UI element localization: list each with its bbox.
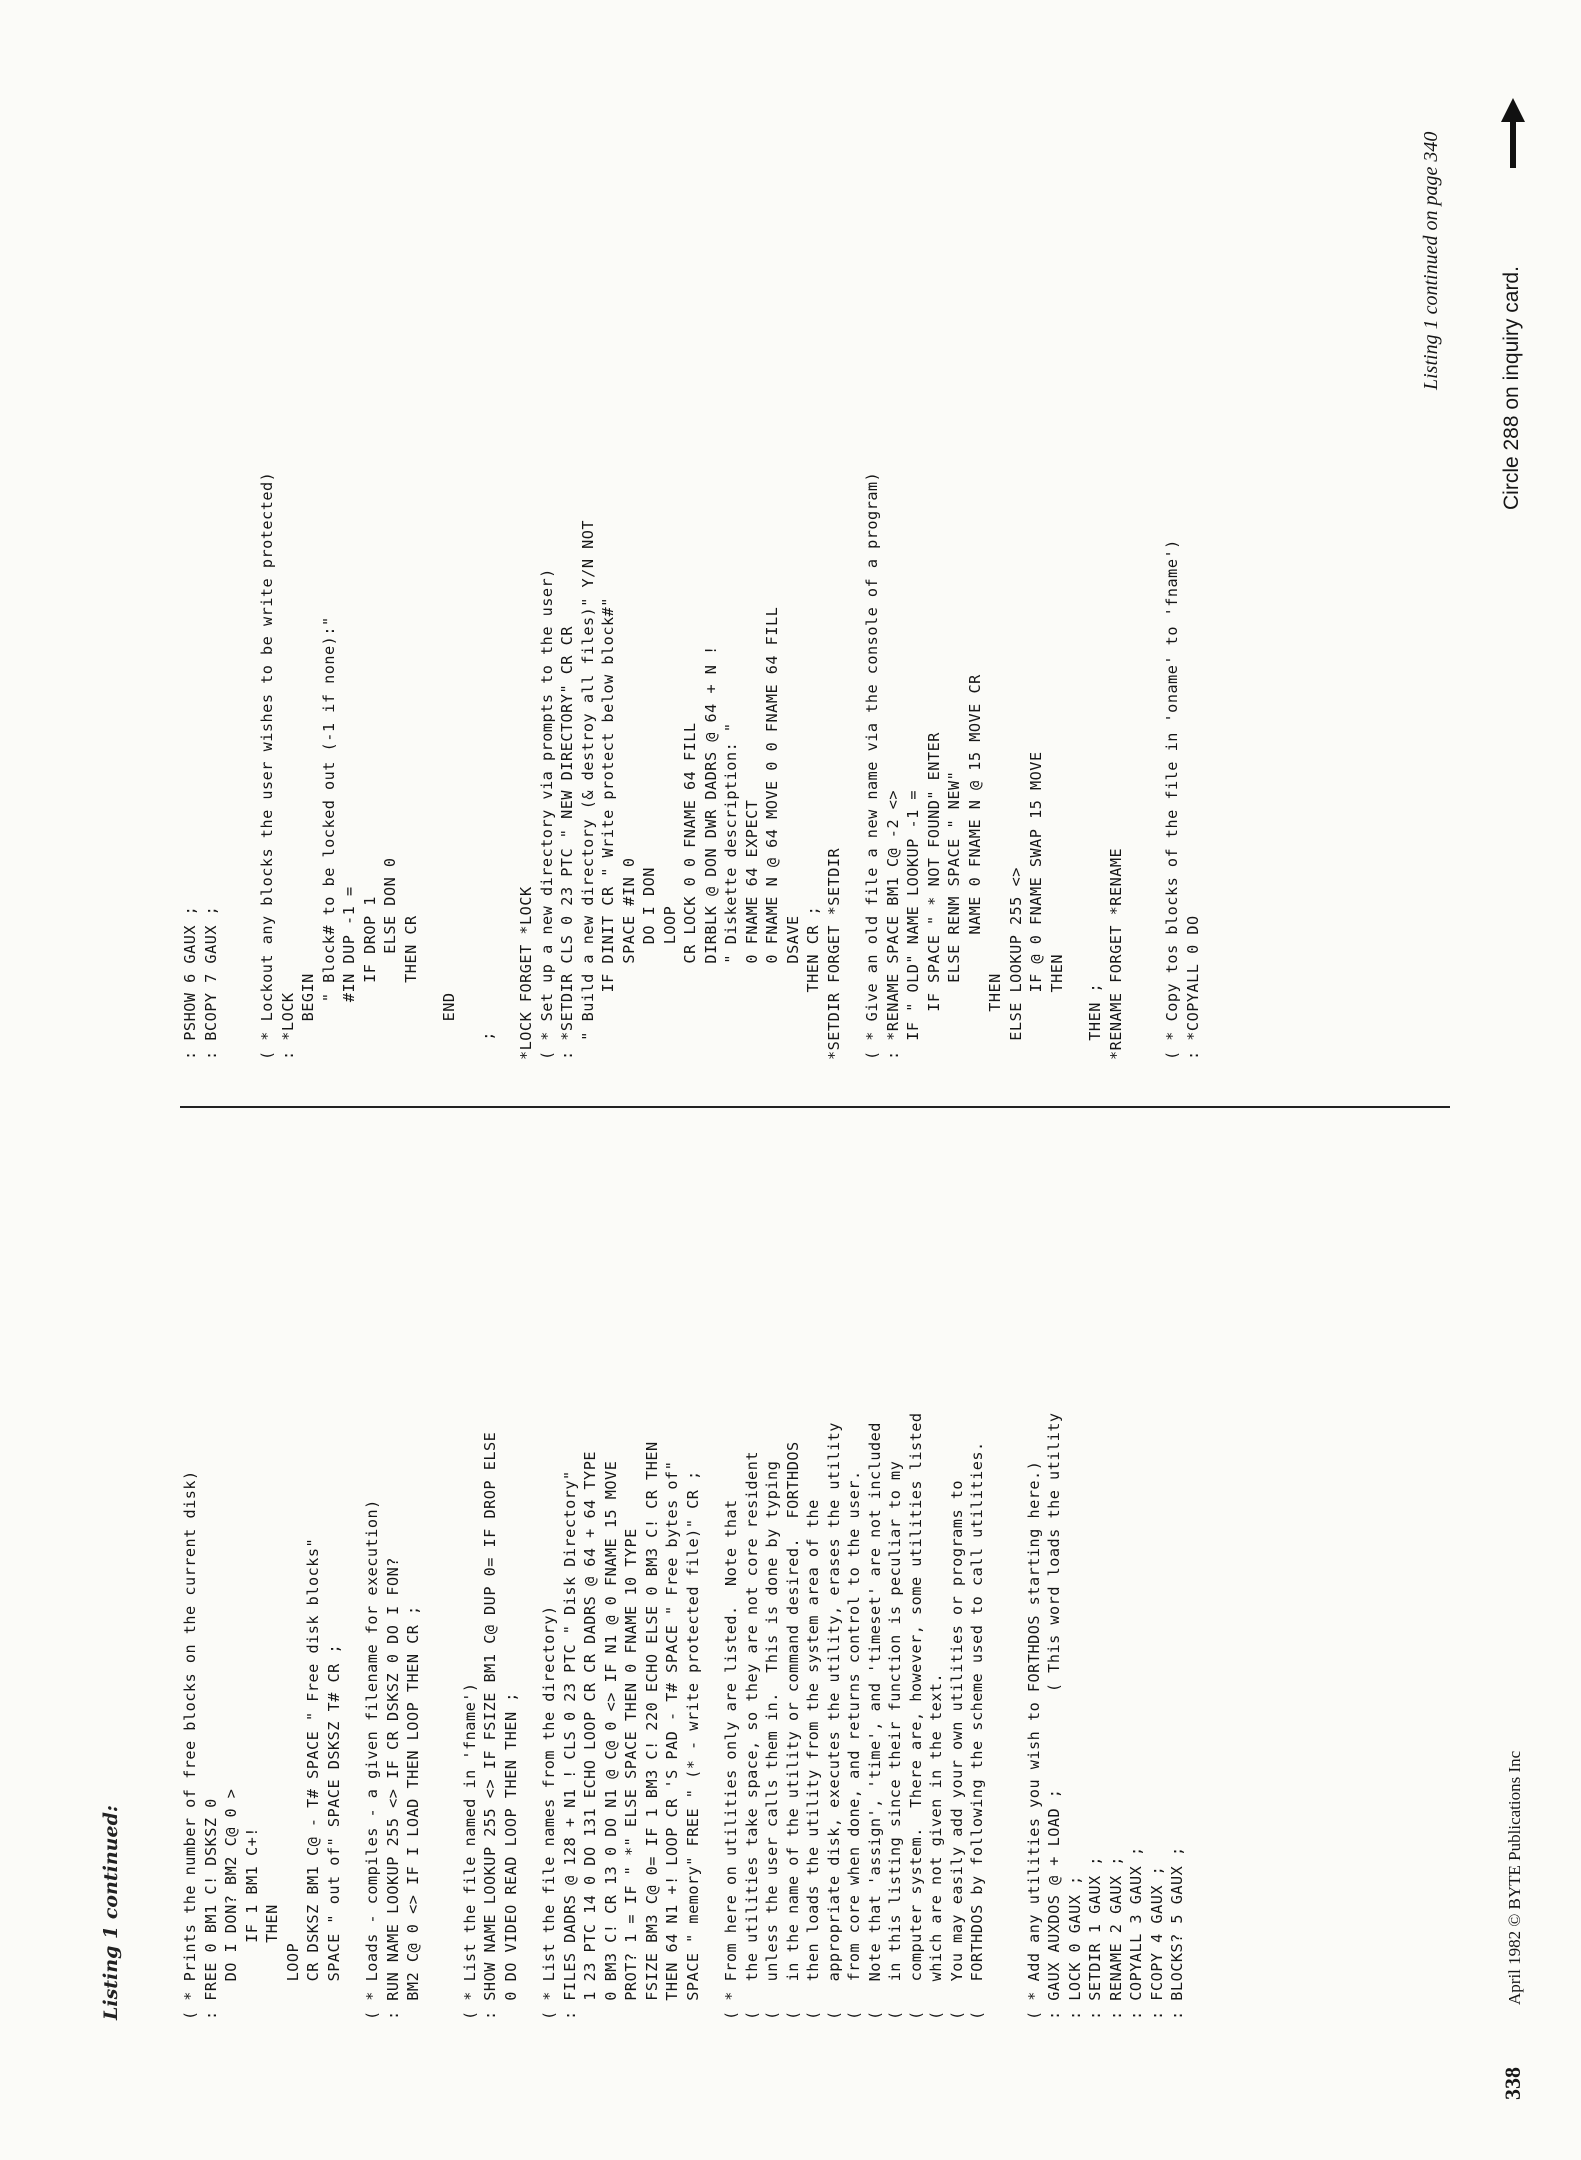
code-line: : FREE 0 BM1 C! DSKSZ 0 (201, 1798, 220, 2020)
code-line (421, 60, 439, 1060)
code-line: *SETDIR FORGET *SETDIR (824, 847, 843, 1060)
code-line: ( * Copy tos blocks of the file in 'oname' to 'fname') (1163, 539, 1181, 1060)
code-line (221, 60, 239, 1060)
code-line: IF DINIT CR " Write protect below block#" (599, 597, 617, 1060)
code-line (442, 1120, 460, 2020)
code-line: 0 FNAME 64 EXPECT (742, 799, 761, 1060)
code-line: ; (478, 1031, 497, 1060)
continued-note: Listing 1 continued on page 340 (1420, 131, 1442, 390)
code-line: : *RENAME SPACE BM1 C@ -2 <> (883, 789, 902, 1060)
code-line: " Block# to be locked out (-1 if none):" (319, 616, 338, 1060)
code-line: : *LOCK (278, 992, 297, 1060)
code-line: DO I DON (640, 867, 658, 1060)
code-line (844, 60, 862, 1060)
footer-date: April 1982 © BYTE Publications Inc (1505, 1750, 1524, 2005)
code-line: ( in this listing since their function is peculiar to my (886, 1460, 904, 2020)
code-listing-right (180, 60, 1203, 1060)
code-line (1126, 60, 1144, 1060)
code-line: ( unless the user calls them in. This is done by typing (763, 1460, 781, 2020)
code-line (521, 1120, 539, 2020)
code-line (239, 60, 257, 1060)
code-line: *RENAME FORGET *RENAME (1106, 847, 1125, 1060)
code-line (703, 1120, 721, 2020)
code-line: : *SETDIR CLS 0 23 PTC " NEW DIRECTORY" CR CR (558, 626, 576, 1060)
page-number: 338 (1500, 2067, 1525, 2100)
code-line: 0 BM3 C! CR 13 0 DO N1 @ C@ 0 <> IF N1 @ 0 FNAME 15 MOVE (601, 1460, 620, 2020)
code-line: : RENAME 2 GAUX ; (1106, 1856, 1125, 2020)
code-line: IF " OLD" NAME LOOKUP -1 = (904, 789, 922, 1060)
code-line: : RUN NAME LOOKUP 255 <> IF CR DSKSZ 0 DO I FON? (383, 1557, 402, 2020)
code-line (498, 60, 516, 1060)
code-line: ( then loads the utility from the system area of the (804, 1499, 822, 2020)
code-line: THEN CR ; (804, 905, 822, 1060)
code-line: ( * Prints the number of free blocks on the current disk) (181, 1470, 199, 2020)
code-line (424, 1120, 442, 2020)
arrow-right-icon (1501, 98, 1525, 168)
code-line: DO I DON? BM2 C@ 0 > (222, 1788, 240, 2020)
code-line (460, 60, 478, 1060)
code-line: *LOCK FORGET *LOCK (517, 886, 535, 1060)
code-line: : LOCK 0 GAUX ; (1065, 1875, 1084, 2020)
code-line: ELSE LOOKUP 255 <> (1006, 867, 1025, 1060)
code-line: : PSHOW 6 GAUX ; (181, 905, 199, 1060)
code-line: THEN (1047, 953, 1066, 1060)
code-line (1067, 60, 1085, 1060)
code-line: ( computer system. There are, however, some utilities listed (906, 1412, 925, 2020)
code-line: DSAVE (783, 915, 802, 1060)
code-line: LOOP (283, 1942, 302, 2020)
code-line: ( * List the file named in 'fname') (460, 1682, 479, 2020)
code-listing-left (180, 1120, 1188, 2020)
code-line: ( the utilities take space, so they are not core resident (742, 1451, 761, 2020)
code-line: THEN ; (1086, 982, 1104, 1060)
code-line: ( You may easily add your own utilities or programs to (947, 1479, 966, 2020)
code-line: 1 23 PTC 14 0 DO 131 ECHO LOOP CR CR DADRS @ 64 + 64 TYPE (581, 1451, 599, 2020)
code-line: : BLOCKS? 5 GAUX ; (1168, 1846, 1186, 2020)
code-line: THEN CR (401, 915, 420, 1060)
code-line: THEN (986, 973, 1004, 1060)
code-line: ( which are not given in the text. (927, 1672, 945, 2020)
code-line: SPACE " memory" FREE " (* - write protected file)" CR ; (683, 1470, 702, 2020)
code-line: LOOP (660, 905, 679, 1060)
code-line: THEN (263, 1904, 281, 2020)
code-line (1006, 1120, 1024, 2020)
code-line: IF @ 0 FNAME SWAP 15 MOVE (1027, 751, 1045, 1060)
code-line: ( from core when done, and returns control to the user. (845, 1470, 863, 2020)
code-line: BM2 C@ 0 <> IF I LOAD THEN LOOP THEN CR ; (404, 1605, 422, 2020)
code-line: 0 DO VIDEO READ LOOP THEN THEN ; (501, 1692, 520, 2020)
code-line: FSIZE BM3 C@ 0= IF 1 BM3 C! 220 ECHO ELSE 0 BM3 C! CR THEN (642, 1441, 661, 2020)
code-line: : SETDIR 1 GAUX ; (1086, 1856, 1104, 2020)
code-line: THEN 64 N1 +! LOOP CR 'S PAD - T# SPACE " Free bytes of" (663, 1460, 681, 2020)
code-line: IF DROP 1 (360, 896, 379, 1060)
code-line: : SHOW NAME LOOKUP 255 <> IF FSIZE BM1 C@ DUP 0= IF DROP ELSE (481, 1431, 499, 2020)
inquiry-note: Circle 288 on inquiry card. (1500, 266, 1523, 510)
code-line: : BCOPY 7 GAUX ; (201, 905, 220, 1060)
code-line: ( Note that 'assign', 'time', and 'timeset' are not included (865, 1422, 884, 2020)
code-line: ( appropriate disk, executes the utility, erases the utility (824, 1422, 843, 2020)
code-line: ( * Set up a new directory via prompts to the user) (537, 568, 556, 1060)
code-line: " Diskette description: " (722, 722, 740, 1060)
code-line (1144, 60, 1162, 1060)
code-line: ( FORTHDOS by following the scheme used to call utilities. (968, 1441, 986, 2020)
listing-caption: Listing 1 continued: (100, 1805, 122, 2020)
code-line: CR DSKSZ BM1 C@ - T# SPACE " Free disk blocks" (304, 1537, 322, 2020)
code-line: ELSE DON 0 (381, 857, 399, 1060)
code-line: : FILES DADRS @ 128 + N1 ! CLS 0 23 PTC " Disk Directory" (560, 1470, 579, 2020)
code-line: ( * Lockout any blocks the user wishes to be write protected) (258, 471, 276, 1060)
code-line: CR LOCK 0 0 FNAME 64 FILL (681, 722, 699, 1060)
code-line: DIRBLK @ DON DWR DADRS @ 64 + N ! (701, 645, 720, 1060)
code-line: PROT? 1 = IF " *" ELSE SPACE THEN 0 FNAME 10 TYPE (622, 1528, 640, 2020)
code-line: ( * List the file names from the directory) (540, 1605, 558, 2020)
code-line (344, 1120, 362, 2020)
code-line: : COPYALL 3 GAUX ; (1127, 1846, 1145, 2020)
code-line: : GAUX AUXDOS @ + LOAD ; ( This word loads the utility (1045, 1412, 1063, 2020)
code-line: ( * Add any utilities you wish to FORTHDOS starting here.) (1024, 1460, 1043, 2020)
code-line: SPACE " out of" SPACE DSKSZ T# CR ; (324, 1643, 343, 2020)
code-line: 0 FNAME N @ 64 MOVE 0 0 FNAME 64 FILL (763, 606, 781, 1060)
code-line: END (440, 992, 458, 1060)
code-line: : *COPYALL 0 DO (1183, 915, 1202, 1060)
code-line (988, 1120, 1006, 2020)
code-line: ( * Give an old file a new name via the console of a program) (863, 471, 881, 1060)
code-line: " Build a new directory (& destroy all files)" Y/N NOT (578, 519, 597, 1060)
code-line: NAME 0 FNAME N @ 15 MOVE CR (965, 674, 984, 1060)
code-line: IF SPACE " * NOT FOUND" ENTER (924, 732, 943, 1060)
code-line: : FCOPY 4 GAUX ; (1147, 1865, 1166, 2020)
code-line: ELSE RENM SPACE " NEW" (945, 770, 963, 1060)
code-line: ( * Loads - compiles - a given filename for execution) (363, 1499, 381, 2020)
code-line: ( * From here on utilities only are listed. Note that (722, 1499, 740, 2020)
code-line: IF 1 BM1 C+! (242, 1827, 261, 2020)
code-line: #IN DUP -1 = (340, 886, 358, 1060)
column-divider (180, 1106, 1450, 1108)
code-line: ( in the name of the utility or command desired. FORTHDOS (783, 1441, 802, 2020)
code-line: BEGIN (299, 973, 317, 1060)
code-line: SPACE #IN 0 (619, 857, 638, 1060)
